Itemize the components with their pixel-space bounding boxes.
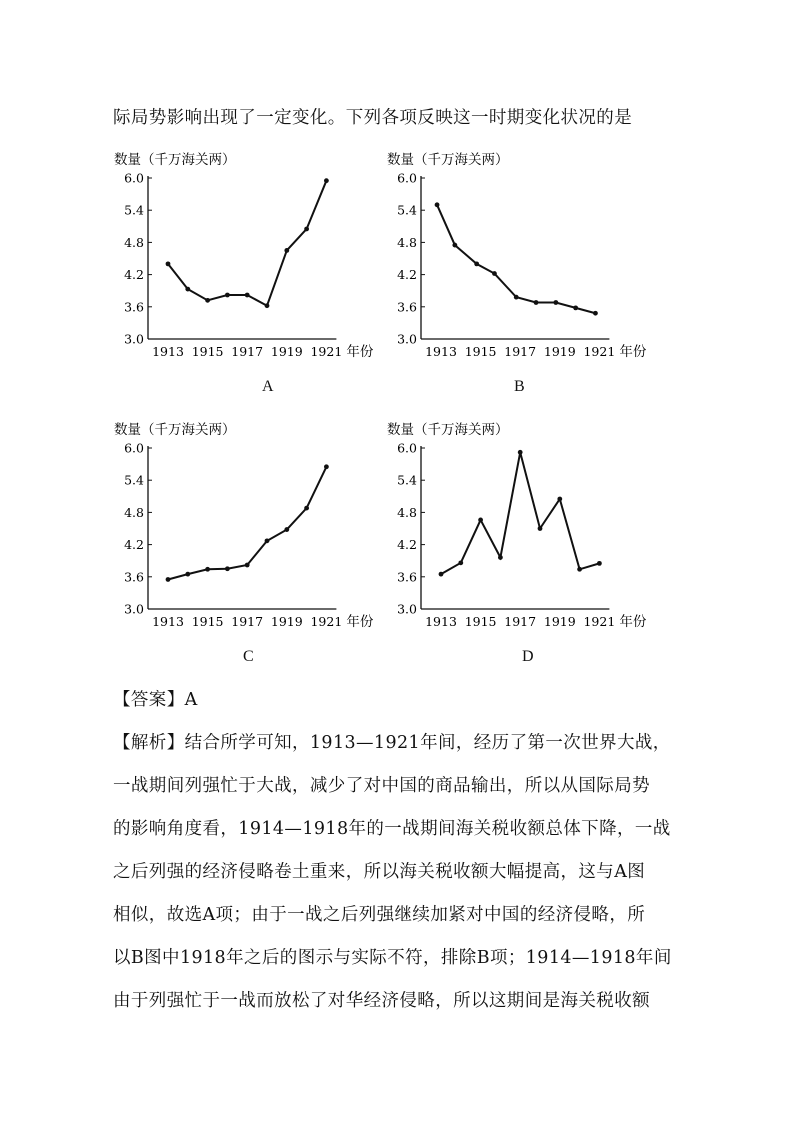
chart-d-svg bbox=[383, 416, 663, 636]
question-intro: 际局势影响出现了一定变化。下列各项反映这一时期变化状况的是 bbox=[113, 108, 633, 128]
chart-d-point bbox=[577, 567, 582, 572]
chart-d-xtick-label: 1919 bbox=[543, 614, 576, 629]
chart-b-xtick-label: 1921 bbox=[583, 344, 616, 359]
chart-b-point bbox=[435, 202, 440, 207]
chart-b bbox=[383, 146, 663, 370]
chart-c-point bbox=[166, 577, 171, 582]
chart-c-xtick-label: 1919 bbox=[270, 614, 303, 629]
chart-b-svg bbox=[383, 146, 663, 366]
chart-a-label: A bbox=[262, 378, 274, 395]
chart-c-point bbox=[225, 566, 230, 571]
chart-a-svg bbox=[110, 146, 380, 366]
chart-a-xtick-label: 1921 bbox=[310, 344, 343, 359]
chart-b-ytick-label: 4.8 bbox=[397, 234, 417, 250]
chart-c-xtick-label: 1915 bbox=[191, 614, 224, 629]
analysis-line-1: 【解析】结合所学可知，1913—1921年间，经历了第一次世界大战， bbox=[113, 733, 671, 753]
chart-d-point bbox=[439, 572, 444, 577]
chart-c bbox=[110, 416, 380, 640]
chart-c-ytick-label: 6.0 bbox=[124, 440, 144, 456]
chart-c-svg bbox=[110, 416, 380, 636]
chart-c-xtick-label: 1913 bbox=[152, 614, 184, 629]
chart-b-ytick-label: 4.2 bbox=[397, 267, 417, 283]
chart-d-xtick-label: 1913 bbox=[425, 614, 457, 629]
chart-a-ylabel: 数量（千万海关两） bbox=[114, 152, 236, 168]
chart-b-ytick-label: 3.6 bbox=[397, 299, 417, 315]
chart-c-point bbox=[304, 506, 309, 511]
chart-d-xlabel: 年份 bbox=[619, 614, 647, 630]
chart-a-point bbox=[304, 227, 309, 232]
chart-c-xlabel: 年份 bbox=[346, 614, 374, 630]
chart-a-ytick-label: 3.0 bbox=[124, 331, 144, 347]
chart-c-ytick-label: 5.4 bbox=[124, 472, 144, 488]
chart-c-xtick-label: 1921 bbox=[310, 614, 343, 629]
chart-c-series-line bbox=[168, 467, 326, 580]
chart-a bbox=[110, 146, 380, 370]
chart-d-ylabel: 数量（千万海关两） bbox=[387, 422, 509, 438]
chart-b-point bbox=[553, 300, 558, 305]
chart-a-series-line bbox=[168, 181, 326, 306]
chart-c-ytick-label: 4.2 bbox=[124, 537, 144, 553]
chart-b-label: B bbox=[514, 378, 525, 395]
chart-a-point bbox=[166, 261, 171, 266]
chart-b-point bbox=[534, 300, 539, 305]
chart-d-ytick-label: 4.2 bbox=[397, 537, 417, 553]
chart-b-point bbox=[593, 311, 598, 316]
chart-b-point bbox=[573, 305, 578, 310]
chart-c-point bbox=[185, 572, 190, 577]
chart-a-point bbox=[185, 287, 190, 292]
chart-d-ytick-label: 5.4 bbox=[397, 472, 417, 488]
chart-b-xtick-label: 1917 bbox=[504, 344, 537, 359]
chart-a-point bbox=[324, 178, 329, 183]
chart-c-xtick-label: 1917 bbox=[231, 614, 264, 629]
chart-d-ytick-label: 3.0 bbox=[397, 601, 417, 617]
analysis-line-2: 一战期间列强忙于大战，减少了对中国的商品输出，所以从国际局势 bbox=[113, 776, 650, 796]
chart-a-xtick-label: 1915 bbox=[191, 344, 224, 359]
chart-a-xtick-label: 1919 bbox=[270, 344, 303, 359]
chart-a-point bbox=[284, 248, 289, 253]
chart-b-xlabel: 年份 bbox=[619, 344, 647, 360]
chart-d bbox=[383, 416, 663, 640]
chart-b-point bbox=[492, 271, 497, 276]
chart-b-ytick-label: 6.0 bbox=[397, 170, 417, 186]
chart-b-xtick-label: 1913 bbox=[425, 344, 457, 359]
analysis-line-6: 以B图中1918年之后的图示与实际不符，排除B项；1914—1918年间 bbox=[113, 948, 672, 968]
chart-c-point bbox=[245, 563, 250, 568]
chart-d-xtick-label: 1915 bbox=[464, 614, 497, 629]
answer-line: 【答案】A bbox=[113, 690, 198, 710]
chart-a-point bbox=[245, 293, 250, 298]
chart-d-ytick-label: 6.0 bbox=[397, 440, 417, 456]
chart-d-ytick-label: 3.6 bbox=[397, 569, 417, 585]
chart-c-point bbox=[324, 464, 329, 469]
chart-b-ytick-label: 3.0 bbox=[397, 331, 417, 347]
analysis-line-5: 相似，故选A项；由于一战之后列强继续加紧对中国的经济侵略，所 bbox=[113, 905, 646, 925]
chart-b-point bbox=[514, 295, 519, 300]
analysis-line-3: 的影响角度看，1914—1918年的一战期间海关税收额总体下降，一战 bbox=[113, 819, 671, 839]
chart-a-ytick-label: 3.6 bbox=[124, 299, 144, 315]
chart-b-point bbox=[474, 261, 479, 266]
chart-a-ytick-label: 4.8 bbox=[124, 234, 144, 250]
chart-b-point bbox=[452, 243, 457, 248]
chart-a-ytick-label: 4.2 bbox=[124, 267, 144, 283]
chart-d-point bbox=[518, 450, 523, 455]
chart-b-ytick-label: 5.4 bbox=[397, 202, 417, 218]
chart-a-ytick-label: 5.4 bbox=[124, 202, 144, 218]
chart-c-ytick-label: 3.6 bbox=[124, 569, 144, 585]
chart-a-ytick-label: 6.0 bbox=[124, 170, 144, 186]
chart-a-point bbox=[205, 298, 210, 303]
chart-a-point bbox=[265, 303, 270, 308]
chart-a-xtick-label: 1917 bbox=[231, 344, 264, 359]
chart-d-point bbox=[478, 518, 483, 523]
chart-a-xtick-label: 1913 bbox=[152, 344, 184, 359]
chart-c-point bbox=[205, 567, 210, 572]
chart-c-ylabel: 数量（千万海关两） bbox=[114, 422, 236, 438]
chart-c-ytick-label: 3.0 bbox=[124, 601, 144, 617]
chart-d-point bbox=[597, 561, 602, 566]
chart-b-ylabel: 数量（千万海关两） bbox=[387, 152, 509, 168]
chart-c-label: C bbox=[243, 648, 254, 665]
chart-d-xtick-label: 1917 bbox=[504, 614, 537, 629]
chart-d-xtick-label: 1921 bbox=[583, 614, 616, 629]
chart-d-point bbox=[557, 497, 562, 502]
chart-d-point bbox=[458, 560, 463, 565]
chart-b-xtick-label: 1915 bbox=[464, 344, 497, 359]
chart-d-series-line bbox=[441, 452, 599, 574]
chart-c-ytick-label: 4.8 bbox=[124, 504, 144, 520]
chart-d-point bbox=[538, 526, 543, 531]
chart-d-point bbox=[498, 555, 503, 560]
analysis-line-4: 之后列强的经济侵略卷土重来，所以海关税收额大幅提高，这与A图 bbox=[113, 862, 646, 882]
chart-a-point bbox=[225, 293, 230, 298]
analysis-line-7: 由于列强忙于一战而放松了对华经济侵略，所以这期间是海关税收额 bbox=[113, 991, 650, 1011]
chart-b-xtick-label: 1919 bbox=[543, 344, 576, 359]
chart-d-ytick-label: 4.8 bbox=[397, 504, 417, 520]
chart-c-point bbox=[284, 527, 289, 532]
chart-c-point bbox=[265, 538, 270, 543]
chart-d-label: D bbox=[522, 648, 534, 665]
chart-a-xlabel: 年份 bbox=[346, 344, 374, 360]
